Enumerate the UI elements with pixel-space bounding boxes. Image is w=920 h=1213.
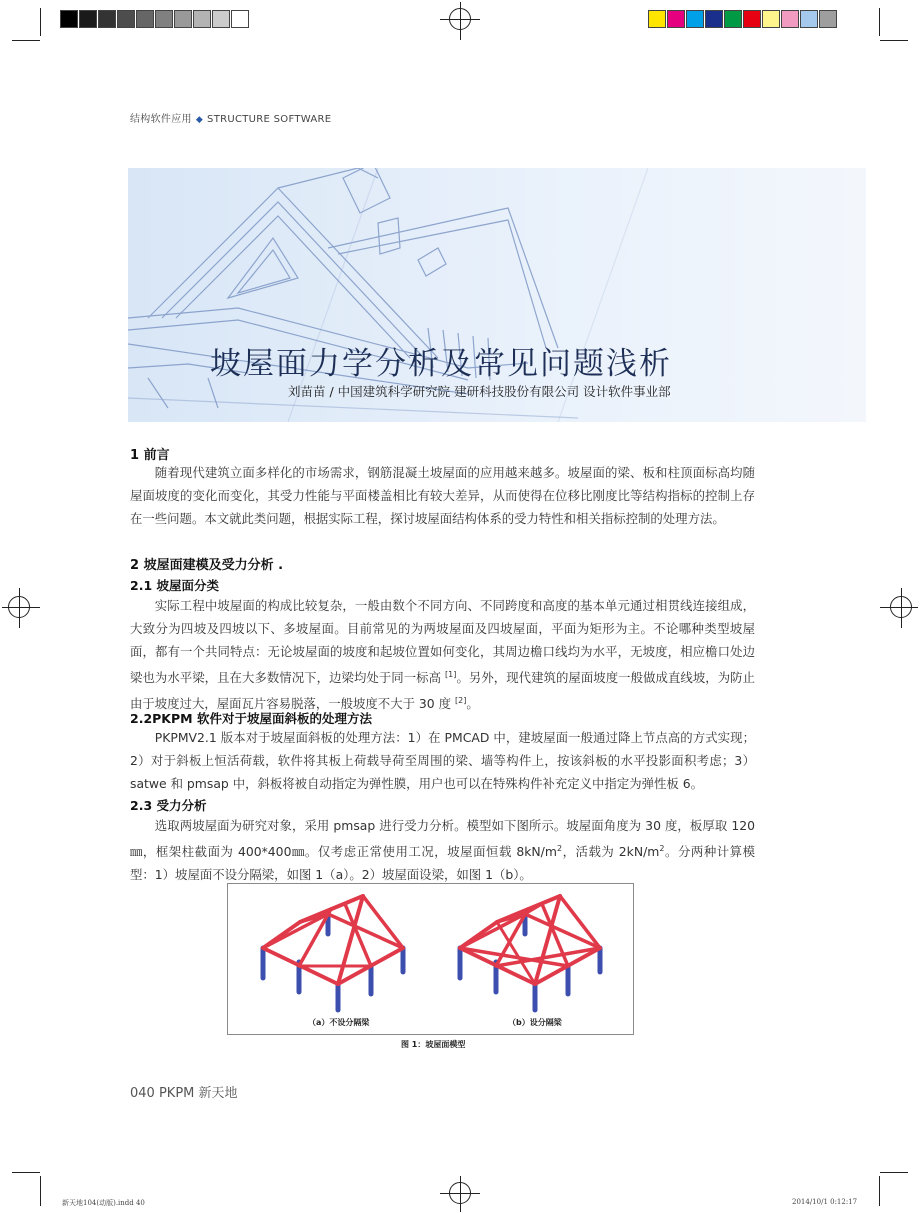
magazine-name: PKPM 新天地 [158,1086,238,1101]
s21-text-b: 。另外，现代建筑的屋面坡度一般做成直线坡，为防止由于坡度过大，屋面瓦片容易脱落，一般坡度不大于 30 度 [130,670,755,712]
frame-beam [263,922,300,948]
color-swatch [98,10,116,28]
crop-mark [12,40,40,41]
s23-text-c: 。分两种计算模型：1）坡屋面不设分隔梁，如图 1（a）。2）坡屋面设梁，如图 1（b）。 [130,844,756,883]
section-2-2-body [130,726,755,795]
section-2-1-heading: 2.1 坡屋面分类 [130,578,219,593]
color-swatch [117,10,135,28]
color-swatch [667,10,685,28]
running-header [130,110,331,125]
header-section-en: STRUCTURE SOFTWARE [207,114,332,125]
section-2-1-body [130,594,755,715]
reference-1: [1] [445,670,457,679]
superscript-2: 2 [659,844,665,853]
section-2-1-paragraph [130,594,755,715]
color-swatch [174,10,192,28]
page-footer [130,1082,238,1101]
color-swatch [79,10,97,28]
article-author: 刘苗苗 / 中国建筑科学研究院 建研科技股份有限公司 设计软件事业部 [288,384,671,399]
color-swatch [762,10,780,28]
figure-1-box [227,883,634,1035]
section-2-3-body [130,814,755,886]
color-swatch [136,10,154,28]
figure-1a-caption: （a）不设分隔梁 [308,1018,370,1027]
section-2-2-paragraph: PKPMV2.1 版本对于坡屋面斜板的处理方法：1）在 PMCAD 中，建坡屋面一般通过降上节点高的方式实现；2）对于斜板上恒活荷载，软件将其板上荷载导荷至周围的梁、墙等构件上，按该斜板的水平投影面积考虑；3）satwe 和 pmsap 中，斜板将被自动指定为弹性膜，用户也可以在特殊构件补充定义中指定为弹性板 6。 [130,730,755,791]
diamond-icon: ◆ [195,115,204,125]
s23-text-b: ，活载为 2kN/m [562,844,660,860]
slug-filename: 新天地104(动版).indd 40 [62,1199,145,1207]
reference-2: [2] [454,696,467,706]
figure-1-caption: 图 1：坡屋面模型 [401,1040,466,1049]
section-1-paragraph: 随着现代建筑立面多样化的市场需求，钢筋混凝土坡屋面的应用越来越多。坡屋面的梁、板和柱顶面标高均随屋面坡度的变化而变化，其受力性能与平面楼盖相比有较大差异，从而使得在位移比刚度比等结构指标的控制上存在一些问题。本文就此类问题，根据实际工程，探讨坡屋面结构体系的受力特性和相关指标控制的处理方法。 [130,465,755,526]
roof-model-a-illustration [253,892,423,1014]
color-swatch [819,10,837,28]
crop-mark [880,1172,908,1173]
section-2-2-heading: 2.2PKPM 软件对于坡屋面斜板的处理方法 [130,711,372,726]
crop-mark [880,40,908,41]
crop-mark [40,8,41,36]
article-title: 坡屋面力学分析及常见问题浅析 [210,346,672,382]
crop-mark [879,8,880,36]
color-swatch [686,10,704,28]
color-swatch [193,10,211,28]
color-swatch [648,10,666,28]
figure-1b-caption: （b）设分隔梁 [508,1018,562,1027]
color-swatch [212,10,230,28]
color-swatch [60,10,78,28]
superscript-2: 2 [556,844,563,853]
s21-text-a: 实际工程中坡屋面的构成比较复杂，一般由数个不同方向、不同跨度和高度的基本单元通过相贯线连接组成，大致分为四坡及四坡以下、多坡屋面。目前常见的为两坡屋面及四坡屋面，平面为矩形为主。不论哪种类型坡屋面，都有一个共同特点：无论坡屋面的坡度和起坡位置如何变化，其周边檐口线均为水平，无坡度，相应檐口处边梁也为水平梁，且在大多数情况下，边梁均处于同一标高 [130,598,755,686]
page-number: 040 [130,1086,155,1101]
frame-beam [460,922,497,948]
header-section-cn: 结构软件应用 [130,114,192,125]
color-swatch [724,10,742,28]
color-swatch [781,10,799,28]
color-swatch [705,10,723,28]
crop-mark [12,1172,40,1173]
color-swatch [155,10,173,28]
slug-timestamp: 2014/10/1 0:12:17 [792,1198,858,1206]
crop-mark [879,1176,880,1206]
section-2-3-paragraph [130,814,755,886]
section-1-heading: 1 前言 [130,448,170,463]
color-swatch [743,10,761,28]
crop-mark [40,1176,41,1206]
color-swatch [800,10,818,28]
section-2-3-heading: 2.3 受力分析 [130,798,207,813]
s21-text-c: 。 [466,696,479,712]
s23-text-a: 选取两坡屋面为研究对象，采用 pmsap 进行受力分析。模型如下图所示。坡屋面角度为 30 度，板厚取 120㎜，框架柱截面为 400*400㎜。仅考虑正常使用工况，坡屋面恒载 8kN/m [130,818,755,860]
color-swatch [231,10,249,28]
section-2-heading: 2 坡屋面建模及受力分析 . [130,558,284,573]
section-1-body [130,461,755,530]
roof-model-b-illustration [450,892,620,1014]
